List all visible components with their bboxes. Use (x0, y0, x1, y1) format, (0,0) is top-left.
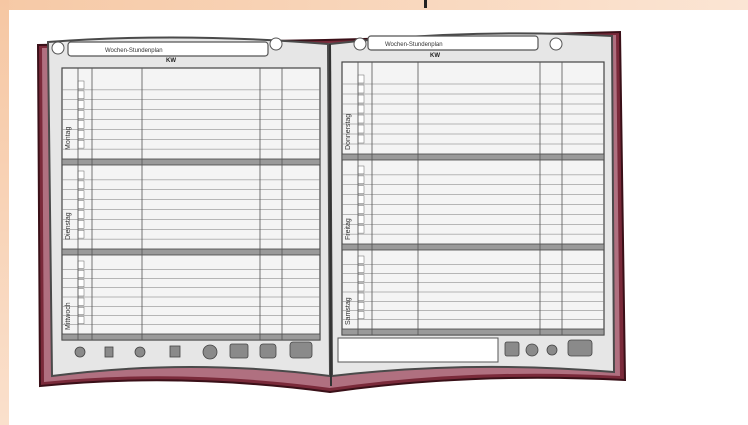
period-number-box (78, 211, 84, 219)
period-number-box (358, 75, 364, 83)
period-number-box (358, 284, 364, 291)
right-page (330, 33, 614, 376)
day-divider (62, 249, 320, 255)
period-number-box (78, 140, 84, 148)
period-number-box (358, 265, 364, 272)
day-divider (62, 334, 320, 340)
period-number-box (358, 85, 364, 93)
period-number-box (78, 307, 84, 314)
right-grid (342, 62, 604, 335)
period-number-box (78, 111, 84, 119)
left-grid (62, 68, 320, 340)
period-number-box (358, 105, 364, 113)
clock-icon (52, 42, 64, 54)
notes-box (338, 338, 498, 362)
left-header-box (68, 42, 268, 56)
period-number-box (78, 130, 84, 138)
period-number-box (358, 312, 364, 319)
period-number-box (78, 220, 84, 228)
bell-icon (547, 345, 557, 355)
period-number-box (358, 176, 364, 184)
star-icon (270, 38, 282, 50)
star-icon (550, 38, 562, 50)
apple-icon (75, 347, 85, 357)
period-number-box (78, 171, 84, 179)
pencil-icon (105, 347, 113, 357)
left-page (48, 37, 330, 376)
period-number-box (78, 201, 84, 209)
period-number-box (358, 166, 364, 174)
left-day-3: Mittwoch (65, 302, 72, 330)
book-icon (170, 346, 180, 357)
period-number-box (78, 101, 84, 109)
period-number-box (78, 317, 84, 324)
period-number-box (78, 289, 84, 296)
period-number-box (358, 186, 364, 194)
book-icon (260, 344, 276, 358)
schedule-table (342, 62, 604, 335)
period-number-box (358, 95, 364, 103)
book-spine (330, 44, 331, 386)
period-number-box (358, 135, 364, 143)
apple-icon (526, 344, 538, 356)
period-number-box (358, 125, 364, 133)
period-number-box (78, 81, 84, 89)
period-number-box (78, 191, 84, 199)
day-divider (342, 154, 604, 160)
period-number-box (358, 196, 364, 204)
day-divider (62, 159, 320, 165)
clock-icon (354, 38, 366, 50)
period-number-box (358, 302, 364, 309)
right-week-label: KW (430, 53, 440, 59)
right-header-title: Wochen-Stundenplan (385, 42, 443, 48)
period-number-box (78, 181, 84, 189)
period-number-box (78, 298, 84, 305)
book-icon (505, 342, 519, 356)
right-day-3: Samstag (345, 297, 352, 325)
period-number-box (358, 256, 364, 263)
day-divider (342, 244, 604, 250)
period-number-box (358, 115, 364, 123)
period-number-box (358, 275, 364, 282)
pencil-icon (568, 340, 592, 356)
period-number-box (78, 280, 84, 287)
period-number-box (358, 225, 364, 233)
period-number-box (78, 230, 84, 238)
left-day-1: Montag (65, 126, 72, 150)
period-number-box (78, 261, 84, 268)
left-header-title: Wochen-Stundenplan (105, 48, 163, 54)
period-number-box (358, 293, 364, 300)
schedule-table (62, 68, 320, 340)
period-number-box (78, 91, 84, 99)
pencil-icon (230, 344, 248, 358)
day-divider (342, 329, 604, 335)
right-day-2: Freitag (345, 218, 352, 240)
left-day-2: Dienstag (65, 212, 72, 240)
period-number-box (78, 270, 84, 277)
right-day-1: Donnerstag (345, 113, 352, 150)
period-number-box (78, 121, 84, 129)
period-number-box (358, 215, 364, 223)
bell-icon (135, 347, 145, 357)
apple-icon (203, 345, 217, 359)
left-week-label: KW (166, 58, 176, 64)
period-number-box (358, 206, 364, 214)
bell-icon (290, 342, 312, 358)
